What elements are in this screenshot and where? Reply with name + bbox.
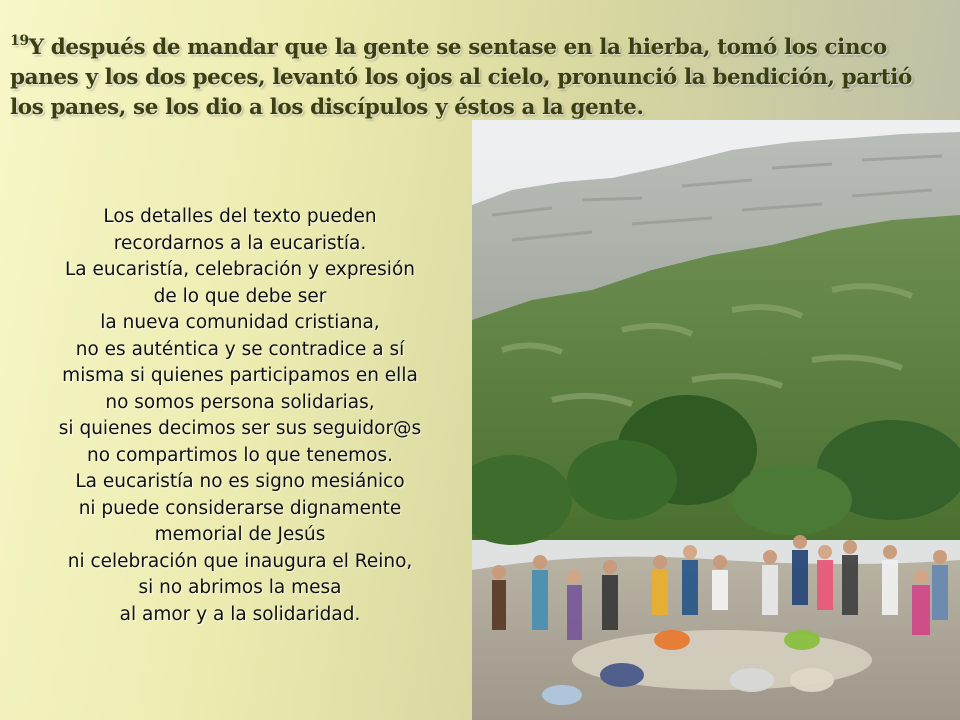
reflection-text — [20, 204, 460, 628]
verse-text: Y después de mandar que la gente se sentase en la hierba, tomó los cinco panes y los dos peces, levantó los ojos al cielo, pronunció la bendición, partió los panes, se los dio a los discípulos y éstos a la gente. — [10, 35, 913, 120]
outdoor-gathering-photo — [472, 120, 960, 720]
reflection-line: La eucaristía no es signo mesiánico — [75, 471, 405, 492]
reflection-line: Los detalles del texto pueden — [103, 206, 377, 227]
tree-cluster — [732, 465, 852, 535]
reflection-line: ni puede considerarse dignamente — [78, 497, 402, 519]
verse-heading — [10, 26, 950, 123]
reflection-line: no compartimos lo que tenemos. — [86, 444, 394, 466]
reflection-line: de lo que debe ser — [153, 285, 327, 307]
reflection-line: recordarnos a la eucaristía. — [113, 232, 367, 254]
reflection-line: La eucaristía, celebración y expresión — [65, 259, 415, 280]
reflection-line: si quienes decimos ser sus seguidor@s — [58, 418, 422, 439]
reflection-line: ni celebración que inaugura el Reino, — [67, 550, 413, 572]
reflection-line: no somos persona solidarias, — [105, 391, 375, 413]
reflection-line: no es auténtica y se contradice a sí — [75, 338, 405, 360]
verse-number: 19 — [10, 33, 29, 49]
reflection-line: al amor y a la solidaridad. — [119, 603, 361, 625]
reflection-line: la nueva comunidad cristiana, — [100, 312, 380, 333]
reflection-line: memorial de Jesús — [154, 524, 326, 545]
tree-cluster — [567, 440, 677, 520]
reflection-line: si no abrimos la mesa — [138, 577, 342, 598]
reflection-line: misma si quienes participamos en ella — [62, 365, 418, 386]
photo-illustration — [472, 120, 960, 720]
